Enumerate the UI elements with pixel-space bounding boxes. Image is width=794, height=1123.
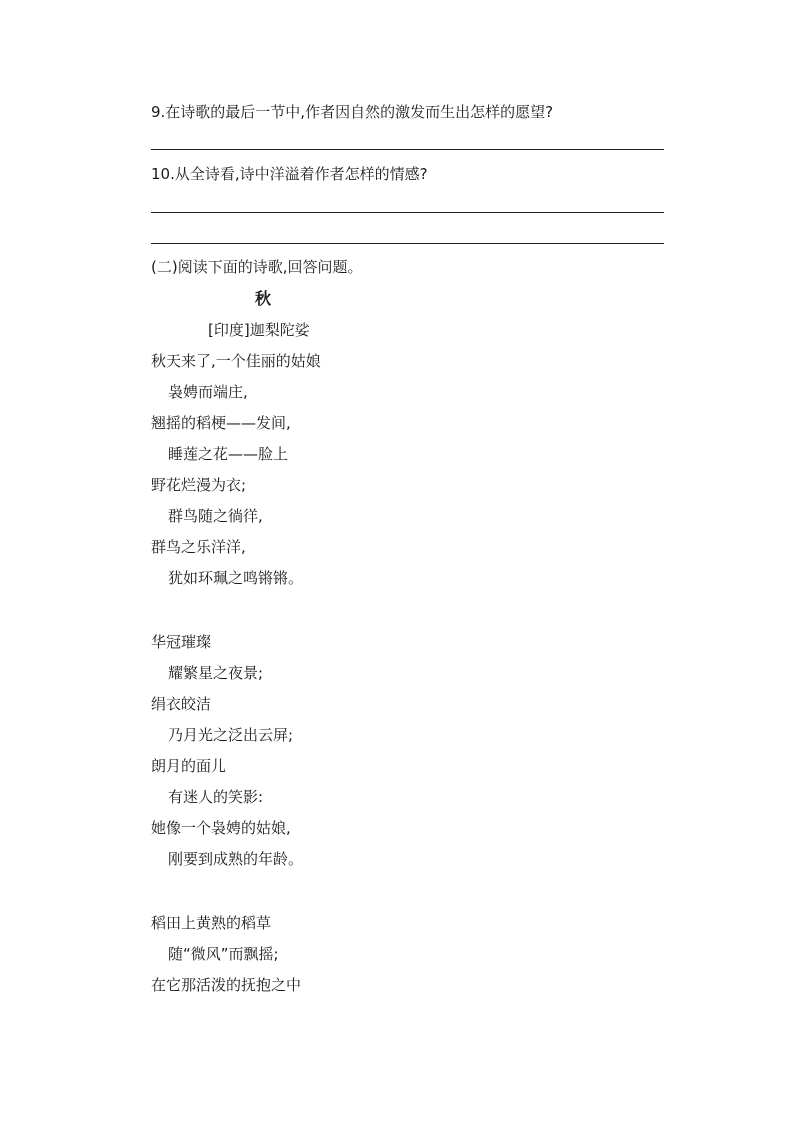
- poem-line: 群鸟随之徜徉,: [168, 507, 263, 525]
- poem-line: 有迷人的笑影:: [168, 788, 264, 806]
- section-heading: (二)阅读下面的诗歌,回答问题。: [151, 258, 363, 276]
- poem-line: 刚要到成熟的年龄。: [168, 850, 304, 868]
- poem-line: 稻田上黄熟的稻草: [151, 914, 272, 932]
- poem-line: 她像一个袅娉的姑娘,: [151, 819, 291, 837]
- poem-line: 随“微风”而飘摇;: [168, 945, 279, 963]
- poem-line: 秋天来了,一个佳丽的姑娘: [151, 352, 321, 370]
- poem-line: 犹如环珮之鸣锵锵。: [168, 569, 304, 587]
- poem-line: 在它那活泼的抚抱之中: [151, 976, 302, 994]
- poem-line: 耀繁星之夜景;: [168, 664, 264, 682]
- poem-line: 睡莲之花——脸上: [168, 445, 289, 463]
- poem-line: 袅娉而端庄,: [168, 383, 248, 401]
- poem-line: 野花烂漫为衣;: [151, 476, 247, 494]
- answer-line-10a[interactable]: [151, 212, 664, 213]
- poem-line: 绢衣皎洁: [151, 695, 212, 713]
- poem-author: [印度]迦梨陀娑: [208, 321, 310, 339]
- poem-line: 群鸟之乐洋洋,: [151, 538, 246, 556]
- poem-line: 朗月的面儿: [151, 757, 227, 775]
- answer-line-10b[interactable]: [151, 243, 664, 244]
- poem-line: 华冠璀璨: [151, 633, 212, 651]
- answer-line-9[interactable]: [151, 149, 664, 150]
- poem-line: 翘摇的稻梗——发间,: [151, 414, 291, 432]
- poem-title: 秋: [255, 289, 272, 308]
- poem-line: 乃月光之泛出云屏;: [168, 726, 294, 744]
- question-9: 9.在诗歌的最后一节中,作者因自然的激发而生出怎样的愿望?: [151, 103, 554, 121]
- question-10: 10.从全诗看,诗中洋溢着作者怎样的情感?: [151, 165, 428, 183]
